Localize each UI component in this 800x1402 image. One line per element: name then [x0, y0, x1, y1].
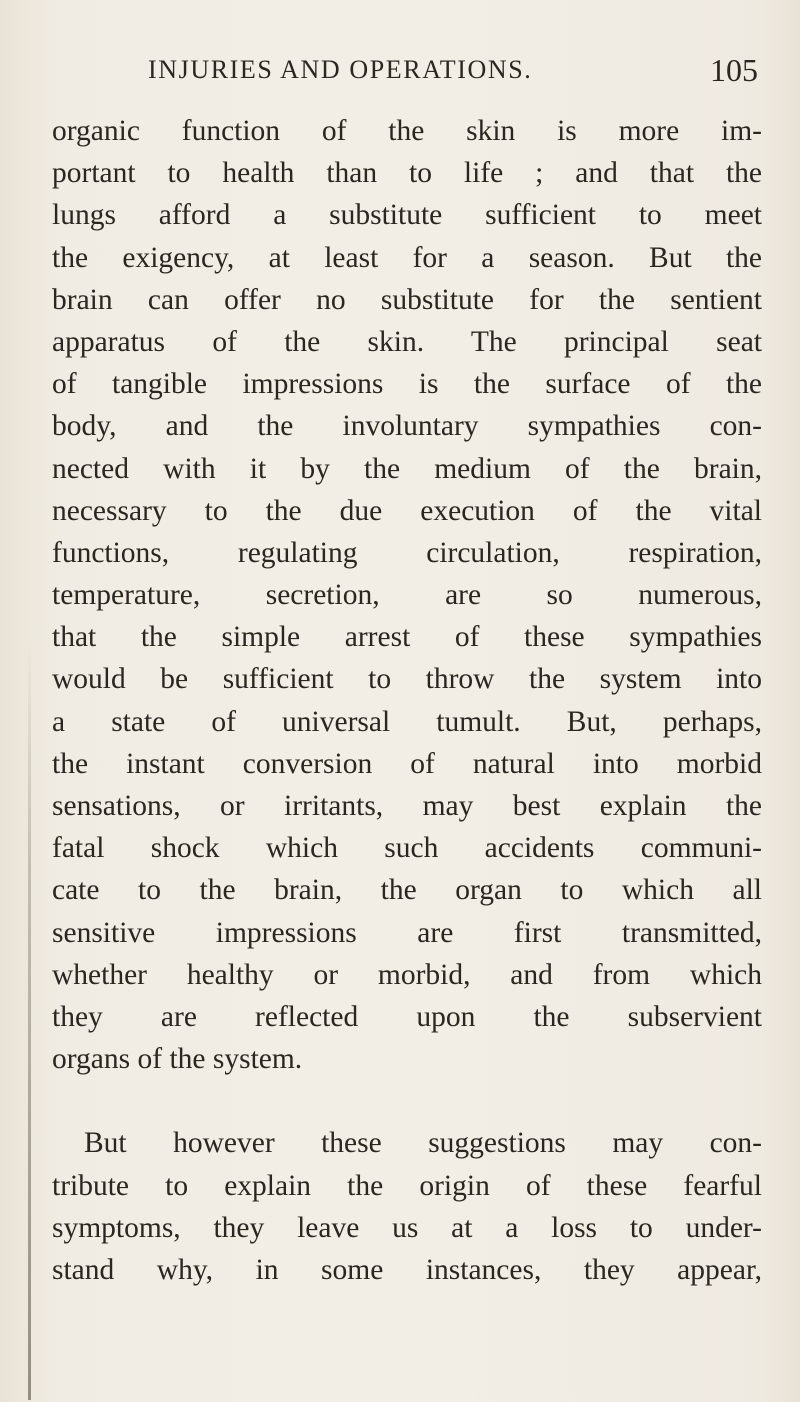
- text-line: portant to health than to life ; and that the: [52, 157, 762, 190]
- text-line: nected with it by the medium of the brain,: [52, 452, 762, 485]
- text-line: that the simple arrest of these sympathies: [52, 621, 762, 654]
- text-line: would be sufficient to throw the system into: [52, 663, 762, 696]
- text-line: lungs afford a substitute sufficient to meet: [52, 199, 762, 232]
- text-line: a state of universal tumult. But, perhaps,: [52, 705, 762, 738]
- paragraph-gap: [52, 1080, 762, 1122]
- body-text: [52, 110, 762, 1291]
- paragraph-2: [52, 1122, 762, 1291]
- text-line: necessary to the due execution of the vital: [52, 494, 762, 527]
- paragraph-1: [52, 110, 762, 1080]
- text-line: tribute to explain the origin of these fearful: [52, 1169, 762, 1202]
- text-line: temperature, secretion, are so numerous,: [52, 579, 762, 612]
- text-line: organic function of the skin is more im-: [52, 115, 762, 147]
- text-line: organs of the system.: [52, 1043, 303, 1076]
- text-line: But however these suggestions may con-: [84, 1127, 762, 1160]
- text-line: the exigency, at least for a season. But the: [52, 241, 762, 274]
- text-line: apparatus of the skin. The principal seat: [52, 325, 762, 358]
- text-line: fatal shock which such accidents communi-: [52, 832, 762, 865]
- text-line: stand why, in some instances, they appear,: [52, 1253, 762, 1286]
- text-line: functions, regulating circulation, respiration,: [52, 536, 762, 569]
- page-number: 105: [710, 52, 758, 88]
- text-line: sensations, or irritants, may best explain the: [52, 790, 762, 822]
- text-line: brain can offer no substitute for the sentient: [52, 283, 762, 316]
- text-line: of tangible impressions is the surface of the: [52, 368, 762, 401]
- text-line: sensitive impressions are first transmitted,: [52, 916, 762, 949]
- binding-edge-shadow: [28, 640, 31, 1400]
- text-line: body, and the involuntary sympathies con-: [52, 410, 762, 443]
- page-header: [0, 50, 800, 90]
- text-line: the instant conversion of natural into morbid: [52, 747, 762, 780]
- text-line: cate to the brain, the organ to which all: [52, 874, 762, 907]
- text-line: symptoms, they leave us at a loss to under-: [52, 1211, 762, 1244]
- text-line: whether healthy or morbid, and from which: [52, 958, 762, 991]
- text-line: they are reflected upon the subservient: [52, 1000, 762, 1033]
- running-head: INJURIES AND OPERATIONS.: [148, 55, 533, 84]
